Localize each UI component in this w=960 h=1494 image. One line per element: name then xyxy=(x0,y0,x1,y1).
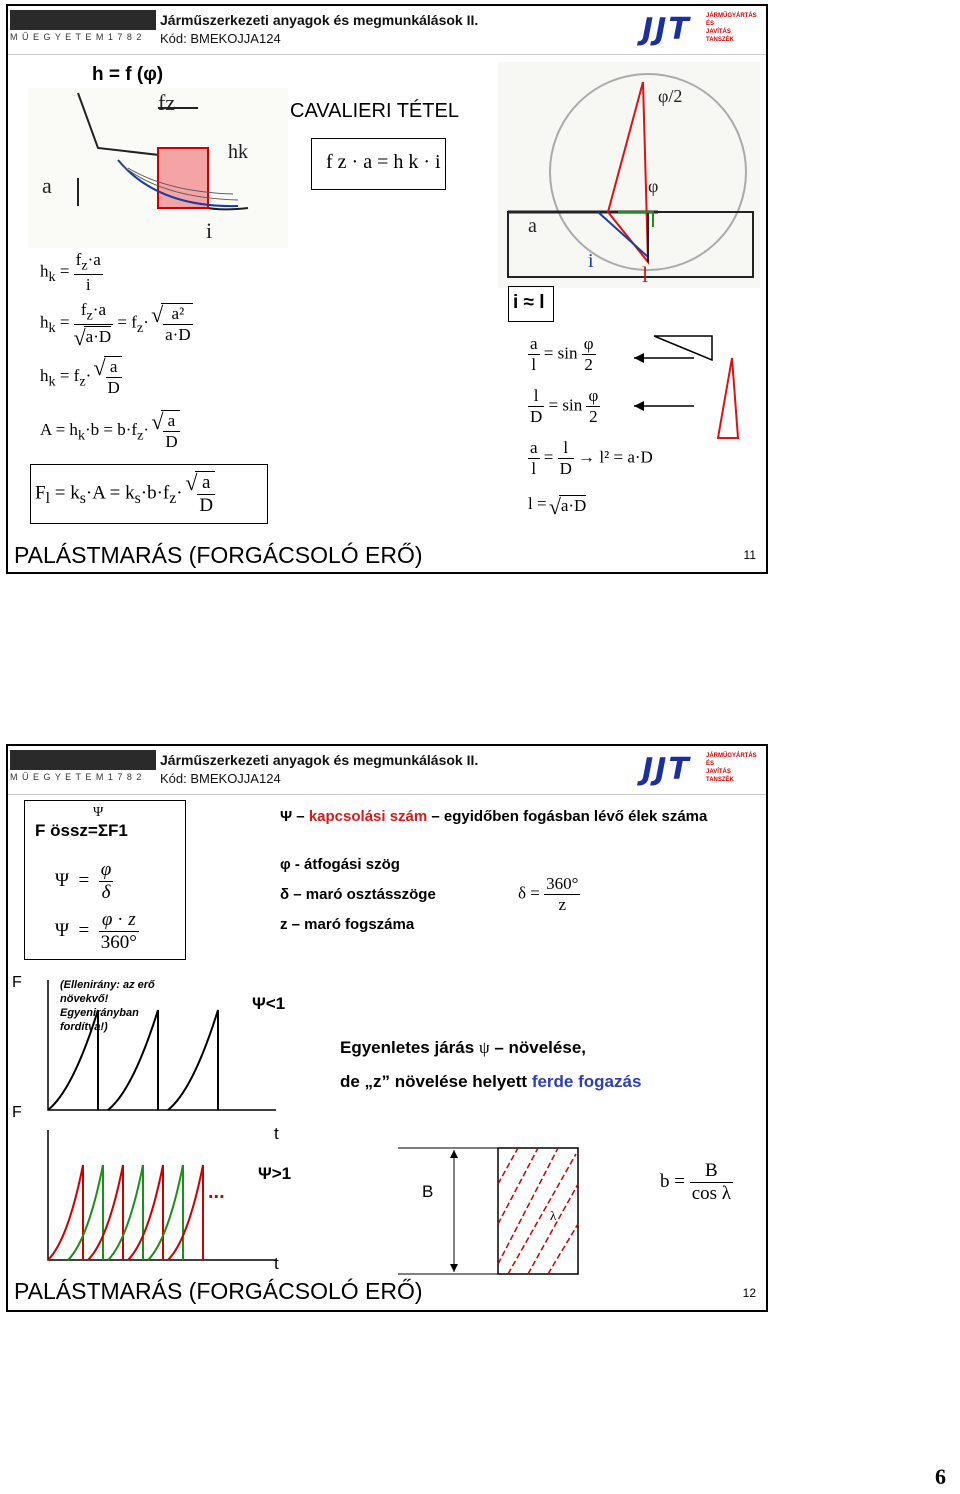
psi-eq-1: Ψ = $\frac{\varphi}{\delta}$ xyxy=(55,859,112,903)
course-code: Kód: BMEKOJJA124 xyxy=(160,31,281,46)
definition-delta: δ – maró osztásszöge xyxy=(280,886,436,903)
f-ossz: F össz=ΣF1 xyxy=(35,821,128,840)
B-label: B xyxy=(422,1182,434,1201)
force-formula-box xyxy=(30,464,268,524)
department-logo: JJT JÁRMŰGYÁRTÁS ÉS JAVÍTÁS TANSZÉK xyxy=(642,12,757,47)
psi-superscript: Ψ xyxy=(93,805,104,820)
uniform-line-2: de „z” növelése helyett ferde fogazás xyxy=(340,1072,642,1091)
formula-hk-2: $h_k$ = $f_z\cdot a$ √ a·D = $f_z\cdot$ √ $\frac{\text{a²}}{a\cdot D}$ xyxy=(40,300,193,347)
formula-area: $A = h_k\cdot b = b\cdot f_z\cdot$ √ $\frac{a}{D}$ xyxy=(40,410,180,452)
course-code: Kód: BMEKOJJA124 xyxy=(160,771,281,786)
phi-half-label: φ/2 xyxy=(658,86,683,106)
cavalieri-formula: f z · a = h k · i xyxy=(326,151,441,173)
phi-label: φ xyxy=(648,176,659,196)
university-logo xyxy=(10,750,156,790)
force-time-graphs xyxy=(28,970,278,1270)
cutter-geometry-sketch xyxy=(498,62,760,288)
uniform-line-1: Egyenletes járás ψ – növelése, xyxy=(340,1038,586,1057)
slide-title: h = f (φ) xyxy=(92,64,164,85)
formula-right-4: l = √ a·D xyxy=(528,494,586,516)
formula-right-3: $\frac{a}{l}$ = $\frac{l}{D}$ → l² = a·D xyxy=(530,438,653,478)
university-strip: M Ű E G Y E T E M 1 7 8 2 xyxy=(10,32,143,42)
document-page-number: 6 xyxy=(935,1464,946,1489)
department-logo: JJT JÁRMŰGYÁRTÁS ÉS JAVÍTÁS TANSZÉK xyxy=(642,752,757,787)
psi-eq-2: Ψ = $\frac{\varphi \cdot z}{360^\circ}$ xyxy=(55,909,137,953)
university-strip: M Ű E G Y E T E M 1 7 8 2 xyxy=(10,772,143,782)
lambda-label: λ xyxy=(550,1208,557,1223)
slide-footer-title: PALÁSTMARÁS (FORGÁCSOLÓ ERŐ) xyxy=(14,1278,423,1304)
cavalieri-box xyxy=(311,138,446,190)
i-approx-l: i ≈ l xyxy=(513,292,545,313)
psi-formula-box xyxy=(24,800,186,960)
psi-less-than-1: Ψ<1 xyxy=(252,994,286,1013)
slide-header xyxy=(8,746,766,795)
definition-z: z – maró fogszáma xyxy=(280,916,415,933)
university-logo xyxy=(10,10,156,50)
l-sketch-label: l xyxy=(642,262,649,287)
slide-page-number: 11 xyxy=(743,548,756,562)
slide-header xyxy=(8,6,766,55)
chip-cross-section-sketch xyxy=(28,88,288,248)
fz-label: fz xyxy=(158,90,176,115)
b-formula: b = $\frac{B}{\text{cos λ}}$ xyxy=(660,1160,732,1204)
slide-12 xyxy=(6,744,768,1312)
force-axis-label-bottom: F xyxy=(12,1104,22,1121)
time-axis-label-bottom: t xyxy=(274,1254,279,1273)
continuation-dots: ... xyxy=(208,1181,225,1203)
formula-hk-1: $h_k$ = $\frac{f_z\cdot a}{i}$ xyxy=(40,250,101,295)
delta-formula: δ = $\frac{360^\circ}{z}$ xyxy=(518,874,579,914)
definition-phi: φ - átfogási szög xyxy=(280,856,400,873)
slide-page-number: 12 xyxy=(742,1286,756,1300)
formula-force: $F_l = k_s\cdot A = k_s\cdot b\cdot f_z\cdot$ √ $\frac{a}{D}$ xyxy=(35,471,215,517)
i-sketch-label: i xyxy=(588,250,594,272)
course-title: Járműszerkezeti anyagok és megmunkálások II. xyxy=(160,752,479,768)
definition-psi: Ψ – kapcsolási szám – egyidőben fogásban lévő élek száma xyxy=(280,808,708,825)
force-axis-label-top: F xyxy=(12,974,22,991)
slide-11 xyxy=(6,4,768,574)
i-approx-l-box xyxy=(508,286,554,322)
slide-footer-title: PALÁSTMARÁS (FORGÁCSOLÓ ERŐ) xyxy=(14,542,423,568)
hk-label: hk xyxy=(228,141,248,163)
time-axis-label-top: t xyxy=(274,1124,279,1143)
formula-hk-3: $h_k = f_z\cdot$ √ $\frac{a}{D}$ xyxy=(40,356,122,398)
helical-teeth-diagram xyxy=(398,1144,588,1280)
formula-right-1: $\frac{a}{l}$ = sin $\frac{\varphi}{2}$ xyxy=(530,334,594,374)
i-label: i xyxy=(206,218,213,243)
direction-note: (Ellenirány: az erő növekvő! Egyenirányban fordítva!) xyxy=(60,979,155,1033)
formula-right-2: $\frac{l}{D}$ = sin $\frac{\varphi}{2}$ xyxy=(530,386,599,426)
course-title: Járműszerkezeti anyagok és megmunkálások II. xyxy=(160,12,479,28)
a-sketch-label: a xyxy=(528,215,537,237)
cavalieri-heading: CAVALIERI TÉTEL xyxy=(290,100,459,122)
a-label: a xyxy=(42,173,52,198)
arrows-triangles xyxy=(614,328,764,446)
psi-greater-than-1: Ψ>1 xyxy=(258,1164,292,1183)
